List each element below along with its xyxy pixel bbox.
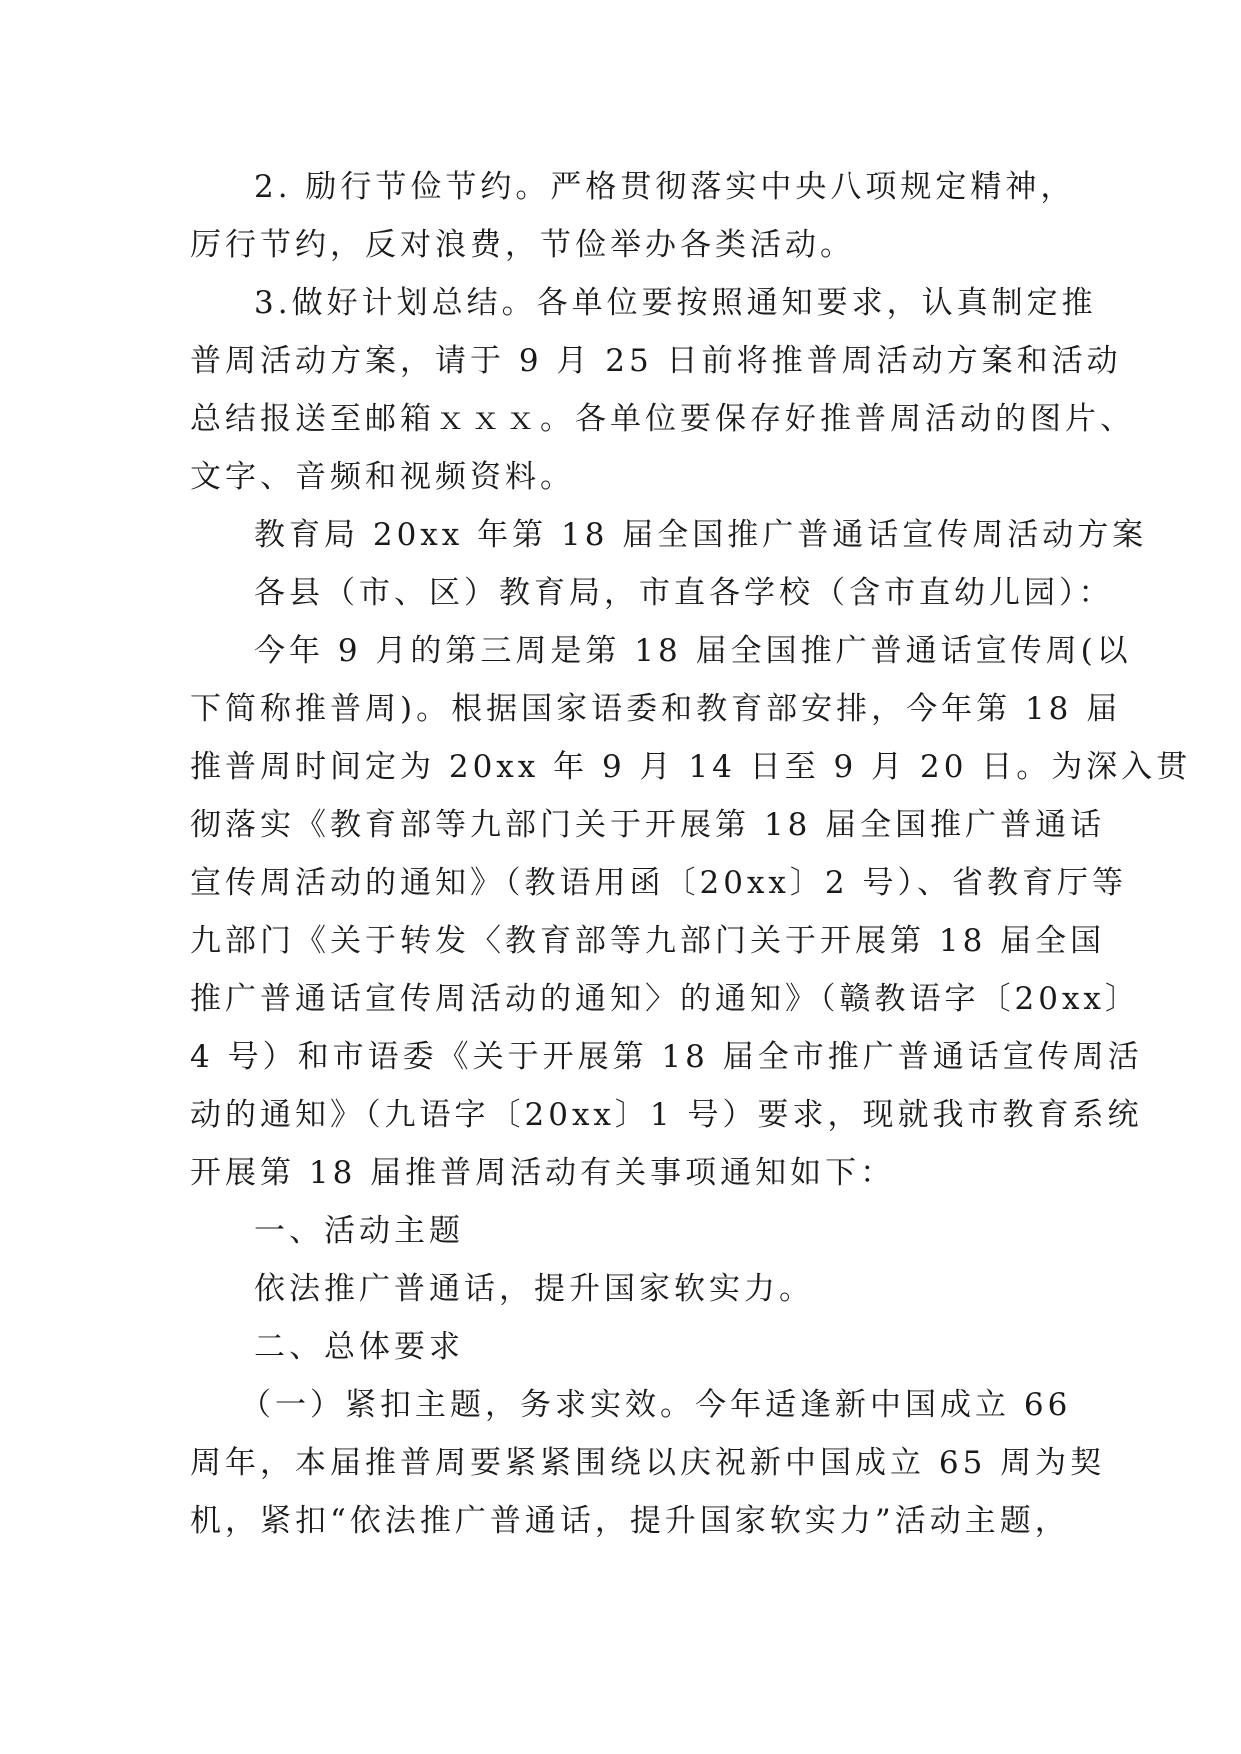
paragraph-line: 4 号）和市语委《关于开展第 18 届全市推广普通话宣传周活 [190,1039,1143,1075]
paragraph-line: 3.做好计划总结。各单位要按照通知要求，认真制定推 [254,285,1097,321]
paragraph-line: 宣传周活动的通知》（教语用函〔20xx〕2 号）、省教育厅等 [190,865,1127,901]
paragraph-line: 推广普通话宣传周活动的通知〉的通知》（赣教语字〔20xx〕 [190,981,1140,1017]
paragraph-line: 总结报送至邮箱ｘｘｘ。各单位要保存好推普周活动的图片、 [190,401,1135,437]
paragraph-line: 下简称推普周)。根据国家语委和教育部安排，今年第 18 届 [190,691,1122,727]
paragraph-line: 机，紧扣“依法推广普通话，提升国家软实力”活动主题， [190,1503,1070,1539]
section-heading: 一、活动主题 [254,1213,464,1249]
paragraph-line: 依法推广普通话，提升国家软实力。 [254,1271,814,1307]
paragraph-line: 开展第 18 届推普周活动有关事项通知如下： [190,1155,896,1191]
paragraph-line: 周年，本届推普周要紧紧围绕以庆祝新中国成立 65 周为契 [190,1445,1106,1481]
paragraph-line: 厉行节约，反对浪费，节俭举办各类活动。 [190,227,855,263]
paragraph-line: 九部门《关于转发〈教育部等九部门关于开展第 18 届全国 [190,923,1106,959]
paragraph-line: 推普周时间定为 20xx 年 9 月 14 日至 9 月 20 日。为深入贯 [190,749,1192,785]
paragraph-line: 今年 9 月的第三周是第 18 届全国推广普通话宣传周(以 [254,633,1132,669]
salutation-line: 各县（市、区）教育局，市直各学校（含市直幼儿园）： [254,575,1114,611]
paragraph-line: 动的通知》（九语字〔20xx〕1 号）要求，现就我市教育系统 [190,1097,1143,1133]
section-heading: 教育局 20xx 年第 18 届全国推广普通话宣传周活动方案 [254,517,1148,553]
paragraph-line: 文字、音频和视频资料。 [190,459,575,495]
paragraph-line: 普周活动方案，请于 9 月 25 日前将推普周活动方案和活动 [190,343,1122,379]
paragraph-line: （一）紧扣主题，务求实效。今年适逢新中国成立 66 [240,1387,1072,1423]
document-page [190,158,1192,1550]
section-heading: 二、总体要求 [254,1329,464,1365]
paragraph-line: 彻落实《教育部等九部门关于开展第 18 届全国推广普通话 [190,807,1106,843]
paragraph-line: 2. 励行节俭节约。严格贯彻落实中央八项规定精神， [254,169,1076,205]
